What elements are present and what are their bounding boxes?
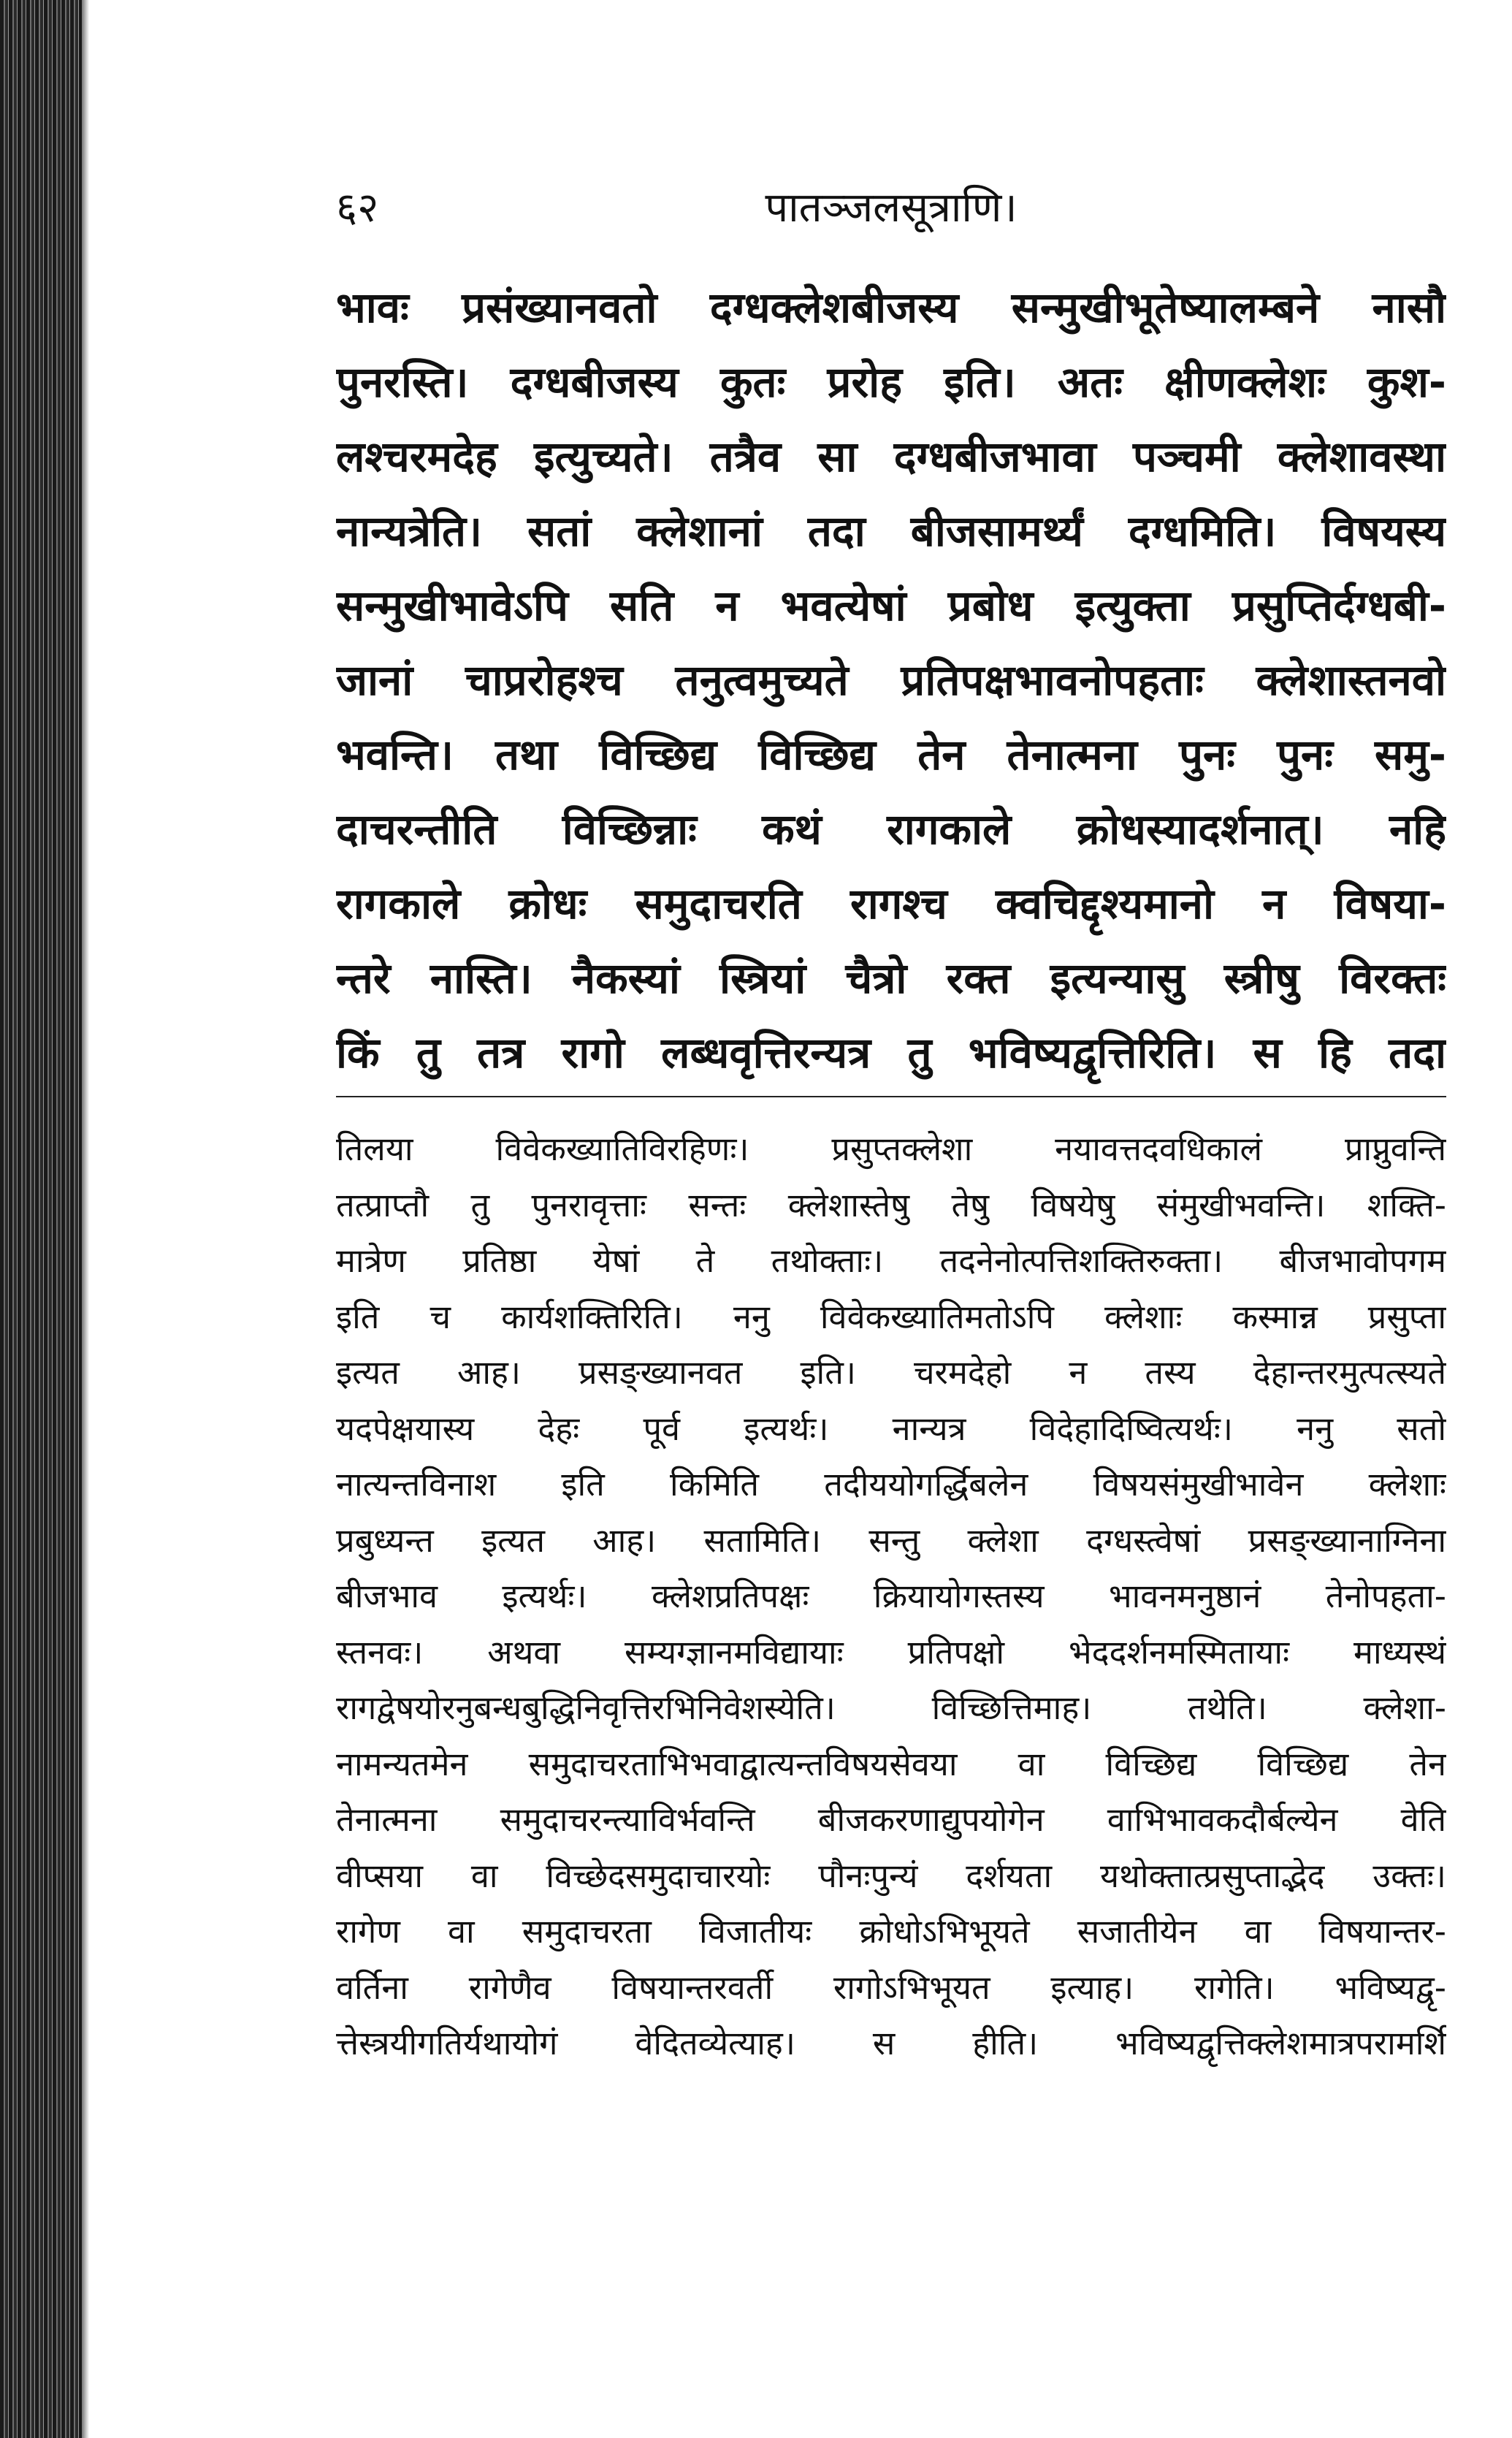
main-text-line: भावः प्रसंख्यानवतो दग्धक्लेशबीजस्य सन्मुखीभूतेष्यालम्बने नासौ <box>336 283 1446 332</box>
main-text-line: भवन्ति। तथा विच्छिद्य विच्छिद्य तेन तेनात्मना पुनः पुनः समु- <box>336 730 1446 780</box>
commentary-line: नामन्यतमेन समुदाचरताभिभवाद्वात्यन्तविषयसेवया वा विच्छिद्य विच्छिद्य तेन <box>336 1744 1446 1783</box>
main-text-line: लश्चरमदेह इत्युच्यते। तत्रैव सा दग्धबीजभावा पञ्चमी क्लेशावस्था <box>336 432 1446 481</box>
commentary-line: इति च कार्यशक्तिरिति। ननु विवेकख्यातिमतोऽपि क्लेशाः कस्मान्न प्रसुप्ता <box>336 1297 1446 1336</box>
commentary-line: त्तेस्त्रयीगतिर्यथायोगं वेदितव्येत्याह। स हीति। भविष्यद्वृत्तिक्लेशमात्रपरामर्शि <box>336 2024 1446 2062</box>
commentary-block <box>336 1121 1446 2072</box>
commentary-line: प्रबुध्यन्त इत्यत आह। सतामिति। सन्तु क्लेशा दग्धस्त्वेषां प्रसङ्ख्यानाग्निना <box>336 1520 1446 1560</box>
main-text-line: दाचरन्तीति विच्छिन्नाः कथं रागकाले क्रोधस्यादर्शनात्। नहि <box>336 804 1446 854</box>
commentary-line: तिलया विवेकख्यातिविरहिणः। प्रसुप्तक्लेशा नयावत्तदवधिकालं प्राप्नुवन्ति <box>336 1130 1446 1168</box>
commentary-line: नात्यन्तविनाश इति किमिति तदीययोगर्द्धिबलेन विषयसंमुखीभावेन क्लेशाः <box>336 1465 1446 1504</box>
footnote-divider <box>336 1096 1446 1097</box>
commentary-line: स्तनवः। अथवा सम्यग्ज्ञानमविद्यायाः प्रतिपक्षो भेददर्शनमस्मितायाः माध्यस्थं <box>336 1632 1446 1672</box>
main-text-line: सन्मुखीभावेऽपि सति न भवत्येषां प्रबोध इत्युक्ता प्रसुप्तिर्दग्धबी- <box>336 581 1446 631</box>
commentary-line: बीजभाव इत्यर्थः। क्लेशप्रतिपक्षः क्रियायोगस्तस्य भावनमनुष्ठानं तेनोपहता- <box>336 1577 1446 1615</box>
main-text-line: रागकाले क्रोधः समुदाचरति रागश्च क्वचिद्दृश्यमानो न विषया- <box>336 879 1446 929</box>
main-text-block <box>336 270 1446 1090</box>
main-text-line: नान्यत्रेति। सतां क्लेशानां तदा बीजसामर्थ्यं दग्धमिति। विषयस्य <box>336 506 1446 556</box>
book-spine <box>0 0 82 2438</box>
page-header <box>336 175 1446 241</box>
commentary-line: यदपेक्षयास्य देहः पूर्व इत्यर्थः। नान्यत्र विदेहादिष्वित्यर्थः। ननु सतो <box>336 1409 1446 1448</box>
main-text-line: किं तु तत्र रागो लब्धवृत्तिरन्यत्र तु भविष्यद्वृत्तिरिति। स हि तदा <box>336 1028 1446 1078</box>
spine-shadow <box>82 0 89 2438</box>
commentary-line: वीप्सया वा विच्छेदसमुदाचारयोः पौनःपुन्यं दर्शयता यथोक्तात्प्रसुप्ताद्भेद उक्तः। <box>336 1856 1446 1895</box>
running-title: पातञ्जलसूत्राणि। <box>765 184 1017 232</box>
main-text-line: जानां चाप्ररोहश्च तनुत्वमुच्यते प्रतिपक्षभावनोपहताः क्लेशास्तनवो <box>336 655 1446 705</box>
commentary-line: मात्रेण प्रतिष्ठा येषां ते तथोक्ताः। तदनेनोत्पत्तिशक्तिरुक्ता। बीजभावोपगम <box>336 1241 1446 1280</box>
commentary-line: रागद्वेषयोरनुबन्धबुद्धिनिवृत्तिरभिनिवेशस्येति। विच्छित्तिमाह। तथेति। क्लेशा- <box>336 1688 1446 1727</box>
commentary-line: वर्तिना रागेणैव विषयान्तरवर्ती रागोऽभिभूयत इत्याह। रागेति। भविष्यद्वृ- <box>336 1967 1446 2007</box>
page-number: ६२ <box>336 184 379 232</box>
main-text-line: पुनरस्ति। दग्धबीजस्य कुतः प्ररोह इति। अतः क्षीणक्लेशः कुश- <box>336 357 1446 407</box>
main-text-line: न्तरे नास्ति। नैकस्यां स्त्रियां चैत्रो रक्त इत्यन्यासु स्त्रीषु विरक्तः <box>336 953 1446 1003</box>
commentary-line: तत्प्राप्तौ तु पुनरावृत्ताः सन्तः क्लेशास्तेषु तेषु विषयेषु संमुखीभवन्ति। शक्ति- <box>336 1185 1446 1224</box>
commentary-line: इत्यत आह। प्रसङ्ख्यानवत इति। चरमदेहो न तस्य देहान्तरमुत्पत्स्यते <box>336 1353 1446 1392</box>
commentary-line: रागेण वा समुदाचरता विजातीयः क्रोधोऽभिभूयते सजातीयेन वा विषयान्तर- <box>336 1912 1446 1951</box>
commentary-line: तेनात्मना समुदाचरन्त्याविर्भवन्ति बीजकरणाद्युपयोगेन वाभिभावकदौर्बल्येन वेति <box>336 1800 1446 1839</box>
